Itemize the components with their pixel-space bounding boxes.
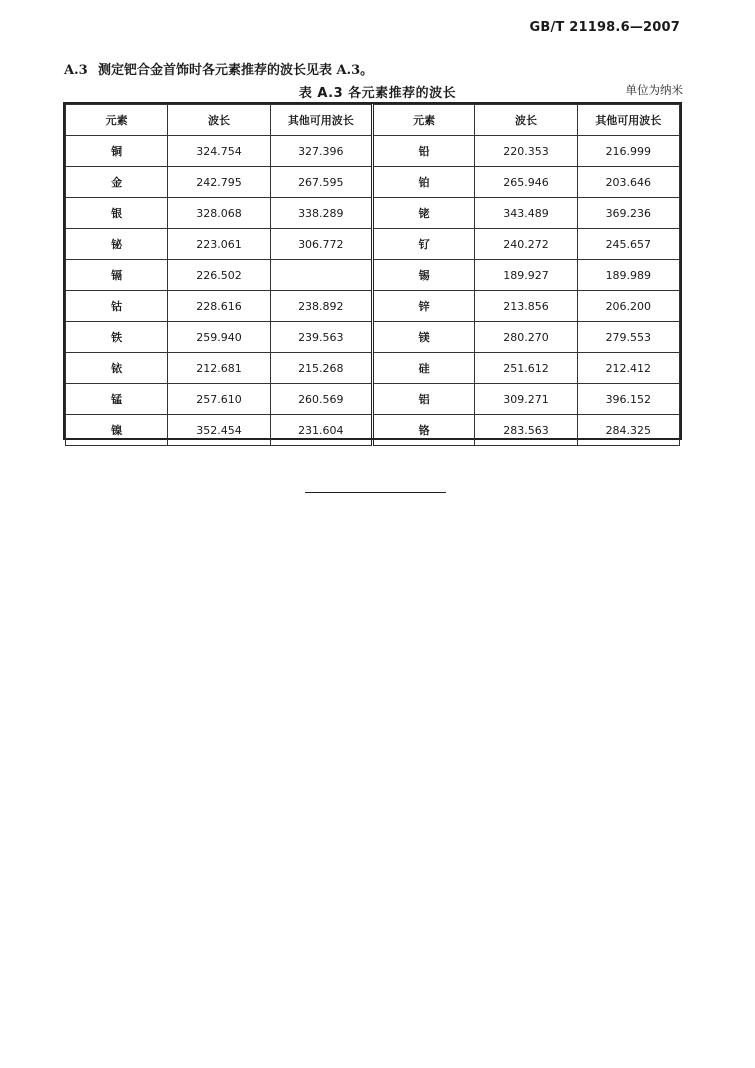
cell-element: 铑 [372, 198, 474, 229]
cell-element: 镁 [372, 322, 474, 353]
cell-element: 铁 [66, 322, 168, 353]
cell-wavelength: 328.068 [168, 198, 270, 229]
cell-wavelength: 242.795 [168, 167, 270, 198]
table-row [66, 415, 680, 446]
table-row [66, 198, 680, 229]
cell-element: 锡 [372, 260, 474, 291]
header-wavelength-left: 波长 [168, 105, 270, 136]
cell-alt-wavelength: 279.553 [577, 322, 679, 353]
cell-alt-wavelength: 231.604 [270, 415, 372, 446]
header-alt-wavelength-left: 其他可用波长 [270, 105, 372, 136]
cell-wavelength: 228.616 [168, 291, 270, 322]
cell-alt-wavelength: 284.325 [577, 415, 679, 446]
header-alt-wavelength-right: 其他可用波长 [577, 105, 679, 136]
cell-wavelength: 223.061 [168, 229, 270, 260]
wavelength-table [63, 102, 682, 440]
cell-alt-wavelength: 239.563 [270, 322, 372, 353]
cell-element: 锰 [66, 384, 168, 415]
cell-alt-wavelength: 206.200 [577, 291, 679, 322]
cell-alt-wavelength: 327.396 [270, 136, 372, 167]
table-row [66, 322, 680, 353]
cell-alt-wavelength: 338.289 [270, 198, 372, 229]
cell-element: 铂 [372, 167, 474, 198]
clause-number: A.3 [64, 63, 88, 78]
cell-element: 镍 [66, 415, 168, 446]
table-row [66, 136, 680, 167]
end-rule [305, 492, 446, 493]
cell-wavelength: 265.946 [475, 167, 577, 198]
cell-alt-wavelength: 189.989 [577, 260, 679, 291]
cell-wavelength: 352.454 [168, 415, 270, 446]
cell-wavelength: 226.502 [168, 260, 270, 291]
cell-wavelength: 189.927 [475, 260, 577, 291]
header-element-right: 元素 [372, 105, 474, 136]
cell-element: 钌 [372, 229, 474, 260]
clause-a3 [64, 59, 373, 78]
cell-element: 铋 [66, 229, 168, 260]
table-row [66, 260, 680, 291]
cell-alt-wavelength: 215.268 [270, 353, 372, 384]
cell-alt-wavelength: 245.657 [577, 229, 679, 260]
cell-element: 铅 [372, 136, 474, 167]
clause-text: 测定钯合金首饰时各元素推荐的波长见表 A.3。 [98, 63, 374, 78]
cell-alt-wavelength: 238.892 [270, 291, 372, 322]
cell-alt-wavelength: 396.152 [577, 384, 679, 415]
table-row [66, 167, 680, 198]
cell-element: 银 [66, 198, 168, 229]
cell-element: 铜 [66, 136, 168, 167]
cell-element: 锌 [372, 291, 474, 322]
cell-wavelength: 220.353 [475, 136, 577, 167]
table-row [66, 353, 680, 384]
cell-wavelength: 343.489 [475, 198, 577, 229]
cell-wavelength: 213.856 [475, 291, 577, 322]
cell-alt-wavelength: 260.569 [270, 384, 372, 415]
cell-element: 钴 [66, 291, 168, 322]
cell-element: 铱 [66, 353, 168, 384]
cell-element: 硅 [372, 353, 474, 384]
header-wavelength-right: 波长 [475, 105, 577, 136]
wavelength-table-grid [65, 104, 680, 446]
cell-wavelength: 240.272 [475, 229, 577, 260]
cell-alt-wavelength: 216.999 [577, 136, 679, 167]
cell-wavelength: 257.610 [168, 384, 270, 415]
table-unit: 单位为纳米 [625, 83, 683, 97]
cell-alt-wavelength [270, 260, 372, 291]
cell-alt-wavelength: 369.236 [577, 198, 679, 229]
cell-element: 铝 [372, 384, 474, 415]
header-element-left: 元素 [66, 105, 168, 136]
cell-element: 铬 [372, 415, 474, 446]
standard-number: GB/T 21198.6—2007 [529, 20, 680, 35]
cell-alt-wavelength: 267.595 [270, 167, 372, 198]
cell-alt-wavelength: 203.646 [577, 167, 679, 198]
cell-element: 镉 [66, 260, 168, 291]
cell-wavelength: 212.681 [168, 353, 270, 384]
cell-wavelength: 280.270 [475, 322, 577, 353]
cell-alt-wavelength: 212.412 [577, 353, 679, 384]
cell-wavelength: 309.271 [475, 384, 577, 415]
cell-wavelength: 251.612 [475, 353, 577, 384]
cell-wavelength: 259.940 [168, 322, 270, 353]
table-row [66, 291, 680, 322]
table-caption: 表 A.3 各元素推荐的波长 [298, 86, 457, 101]
table-header-row [66, 105, 680, 136]
cell-wavelength: 324.754 [168, 136, 270, 167]
table-row [66, 384, 680, 415]
cell-alt-wavelength: 306.772 [270, 229, 372, 260]
cell-wavelength: 283.563 [475, 415, 577, 446]
table-row [66, 229, 680, 260]
cell-element: 金 [66, 167, 168, 198]
